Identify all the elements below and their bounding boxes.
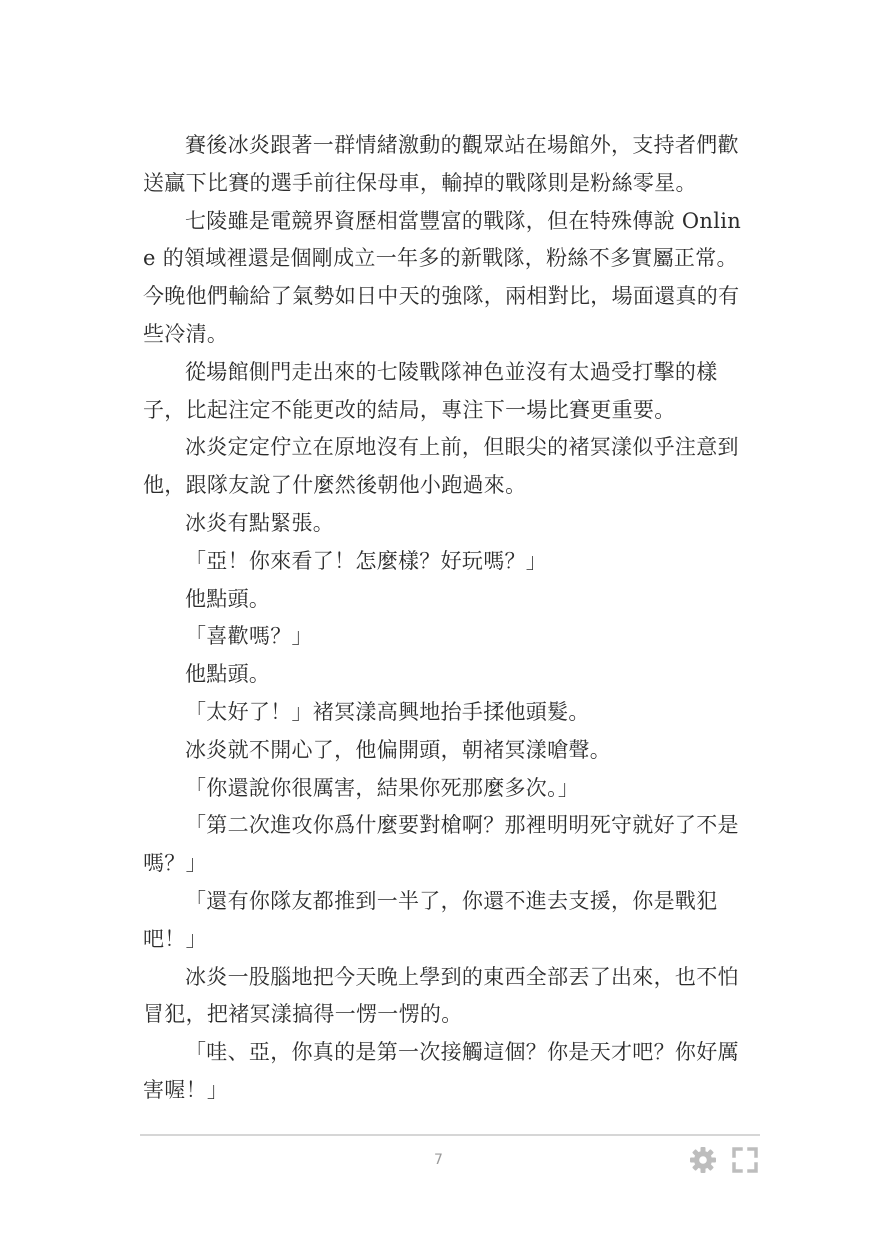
paragraph: 「還有你隊友都推到一半了，你還不進去支援，你是戰犯吧！」 — [143, 888, 718, 951]
paragraph: 「哇、亞，你真的是第一次接觸這個？你是天才吧？你好厲害喔！」 — [143, 1040, 739, 1102]
footer-divider — [140, 1134, 760, 1136]
paragraph: 從場館側門走出來的七陵戰隊神色並沒有太過受打擊的樣子，比起注定不能更改的結局，專注下一場比賽更重要。 — [143, 359, 718, 422]
paragraph: 他點頭。 — [185, 586, 271, 611]
paragraph: 「你還說你很厲害，結果你死那麼多次。」 — [185, 775, 580, 800]
paragraph: 七陵雖是電競界資歷相當豐富的戰隊，但在特殊傳說 Online 的領域裡還是個剛成立一年多的新戰隊，粉絲不多實屬正常。今晚他們輸給了氣勢如日中天的強隊，兩相對比，場面還真的有些冷清。 — [143, 208, 742, 346]
paragraph: 「喜歡嗎？」 — [185, 624, 313, 649]
paragraph: 「第二次進攻你爲什麼要對槍啊？那裡明明死守就好了不是嗎？」 — [143, 813, 739, 876]
settings-button[interactable] — [688, 1145, 718, 1175]
fullscreen-button[interactable] — [730, 1145, 760, 1175]
paragraph: 冰炎一股腦地把今天晚上學到的東西全部丟了出來，也不怕冒犯，把褚冥漾搞得一愣一愣的。 — [143, 964, 739, 1027]
paragraph: 「亞！你來看了！怎麼樣？好玩嗎？」 — [185, 548, 548, 573]
fullscreen-icon — [730, 1145, 760, 1175]
paragraph: 賽後冰炎跟著一群情緒激動的觀眾站在場館外，支持者們歡送贏下比賽的選手前往保母車，輸掉的戰隊則是粉絲零星。 — [143, 133, 739, 195]
paragraph: 冰炎有點緊張。 — [185, 510, 335, 535]
gear-icon — [688, 1145, 718, 1175]
page-number: 7 — [434, 1152, 443, 1168]
paragraph: 他點頭。 — [185, 662, 271, 687]
paragraph: 「太好了！」褚冥漾高興地抬手揉他頭髮。 — [185, 699, 590, 724]
paragraph: 冰炎定定佇立在原地沒有上前，但眼尖的褚冥漾似乎注意到他，跟隊友說了什麼然後朝他小跑過來。 — [143, 435, 739, 498]
page-body — [143, 127, 751, 1110]
paragraph: 冰炎就不開心了，他偏開頭，朝褚冥漾嗆聲。 — [185, 737, 611, 762]
